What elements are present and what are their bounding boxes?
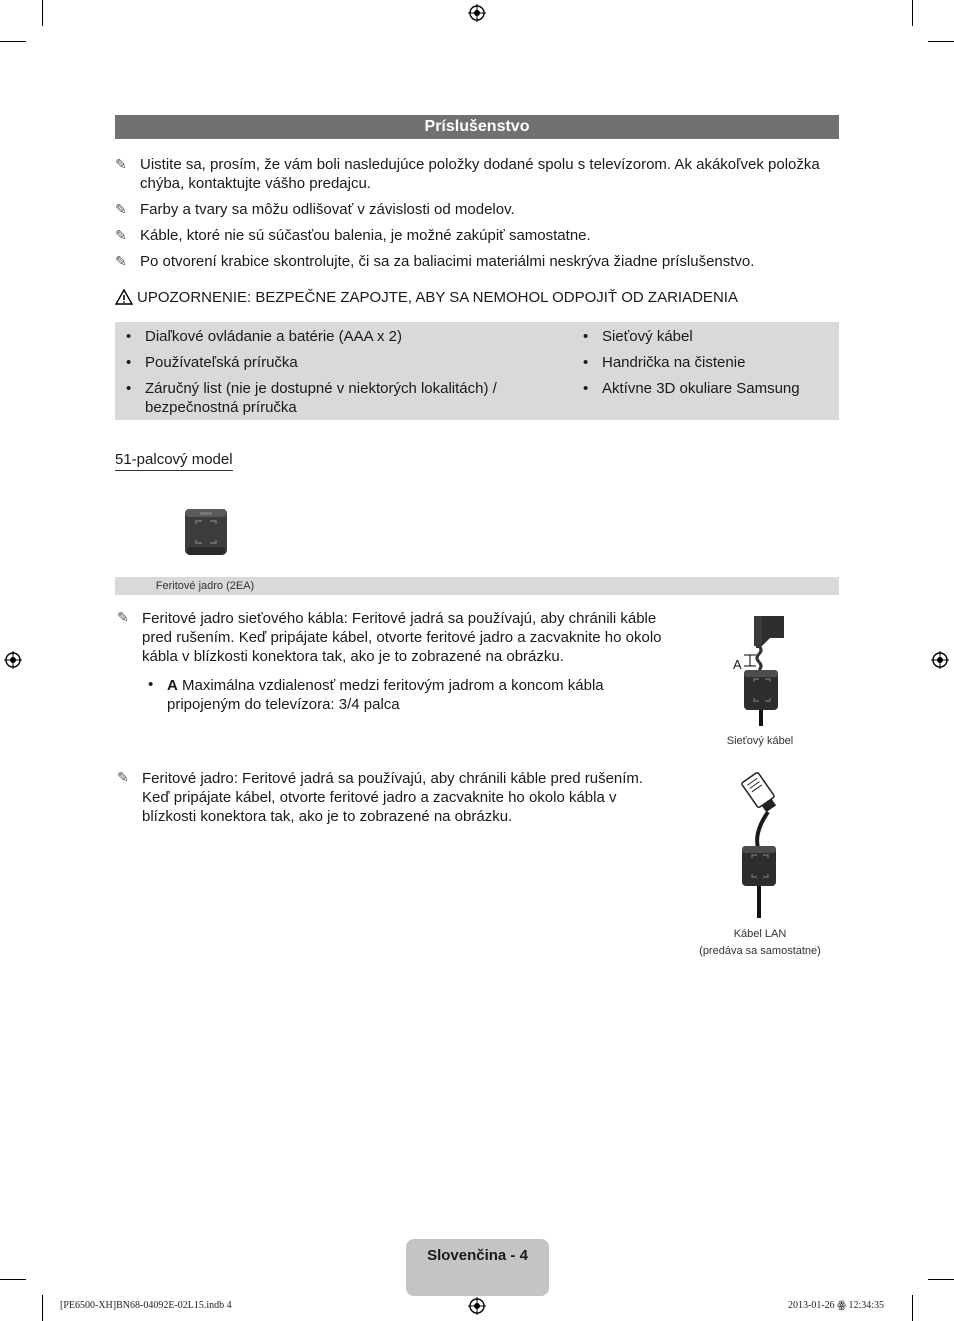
bullet-icon: • bbox=[126, 328, 132, 345]
registration-mark-icon bbox=[4, 651, 22, 669]
note-text: Farby a tvary sa môžu odlišovať v závislosti od modelov. bbox=[140, 201, 515, 218]
bullet-icon: • bbox=[583, 354, 589, 371]
warning-triangle-icon bbox=[115, 289, 133, 305]
note-item bbox=[115, 252, 845, 271]
pencil-note-icon: ✎ bbox=[115, 227, 127, 243]
bullet-icon: • bbox=[126, 380, 132, 397]
ferrite-core-illustration bbox=[183, 507, 229, 557]
pencil-note-icon: ✎ bbox=[115, 201, 127, 217]
power-cable-marker: A bbox=[733, 657, 742, 672]
date-slug: 2013-01-26 ꙮ 12:34:35 bbox=[788, 1300, 885, 1311]
note-text: Káble, ktoré nie sú súčasťou balenia, je možné zakúpiť samostatne. bbox=[140, 227, 591, 244]
registration-mark-icon bbox=[468, 1297, 486, 1315]
crop-mark bbox=[928, 1279, 954, 1280]
note-item bbox=[115, 226, 845, 245]
pencil-note-icon: ✎ bbox=[115, 253, 127, 269]
accessory-item: • Handrička na čistenie bbox=[583, 354, 746, 371]
ferrite-lan-note: Feritové jadro: Feritové jadrá sa používajú, aby chránili káble pred rušením. Keď pripájate kábel, otvorte feritové jadro a zacvaknite ho okolo kábla v blízkosti konektora tak, ako je to zobrazené na obrázku. bbox=[142, 770, 644, 825]
section-title: Príslušenstvo bbox=[115, 115, 839, 139]
ferrite-power-note: Feritové jadro sieťového kábla: Feritové jadrá sa používajú, aby chránili káble pred rušením. Keď pripájate kábel, otvorte feritové jadro a zacvaknite ho okolo kábla v blízkosti konektora tak, ako je to zobrazené na obrázku. bbox=[142, 610, 662, 665]
note-text: Uistite sa, prosím, že vám boli nasledujúce položky dodané spolu s televízorom. Ak akákoľvek položka chýba, kontaktujte vášho predajcu. bbox=[140, 156, 820, 192]
bullet-icon: • bbox=[583, 328, 589, 345]
accessory-item: • Záručný list (nie je dostupné v niektorých lokalitách) / bezpečnostná príručka bbox=[126, 380, 497, 416]
distance-label: A bbox=[167, 677, 178, 694]
pencil-note-icon: ✎ bbox=[115, 156, 127, 172]
crop-mark bbox=[912, 1295, 913, 1321]
note-item bbox=[115, 200, 845, 219]
bullet-icon: • bbox=[583, 380, 589, 397]
lan-cable-caption: Kábel LAN bbox=[733, 928, 787, 940]
note-item bbox=[115, 155, 845, 193]
pencil-note-icon: ✎ bbox=[117, 609, 129, 625]
registration-mark-icon bbox=[931, 651, 949, 669]
pencil-note-icon: ✎ bbox=[117, 769, 129, 785]
page-footer-tab: Slovenčina - 4 bbox=[406, 1239, 549, 1296]
crop-mark bbox=[928, 41, 954, 42]
distance-note bbox=[167, 676, 637, 714]
bullet-icon: • bbox=[126, 354, 132, 371]
accessory-item: • Diaľkové ovládanie a batérie (AAA x 2) bbox=[126, 328, 403, 345]
crop-mark bbox=[42, 1295, 43, 1321]
bullet-icon: • bbox=[148, 676, 154, 693]
accessory-item: • Používateľská príručka bbox=[126, 354, 298, 371]
distance-text: Maximálna vzdialenosť medzi feritovým jadrom a koncom kábla pripojeným do televízora: 3/4 palca bbox=[167, 677, 604, 713]
crop-mark bbox=[42, 0, 43, 26]
ferrite-caption: Feritové jadro (2EA) bbox=[155, 580, 255, 592]
crop-mark bbox=[912, 0, 913, 26]
crop-mark bbox=[0, 1279, 26, 1280]
lan-cable-illustration bbox=[730, 770, 790, 920]
accessory-item: • Aktívne 3D okuliare Samsung bbox=[583, 380, 800, 397]
power-cable-caption: Sieťový kábel bbox=[726, 735, 794, 747]
warning-line bbox=[115, 288, 738, 307]
warning-text: UPOZORNENIE: BEZPEČNE ZAPOJTE, ABY SA NEMOHOL ODPOJIŤ OD ZARIADENIA bbox=[137, 289, 738, 306]
model-heading: 51-palcový model bbox=[115, 450, 233, 471]
accessory-item: • Sieťový kábel bbox=[583, 328, 693, 345]
file-slug: [PE6500-XH]BN68-04092E-02L15.indb 4 bbox=[60, 1300, 232, 1311]
crop-mark bbox=[0, 41, 26, 42]
lan-cable-sub-caption: (predáva sa samostatne) bbox=[699, 945, 821, 957]
registration-mark-icon bbox=[468, 4, 486, 22]
note-text: Po otvorení krabice skontrolujte, či sa za baliacimi materiálmi neskrýva žiadne príslušenstvo. bbox=[140, 253, 755, 270]
